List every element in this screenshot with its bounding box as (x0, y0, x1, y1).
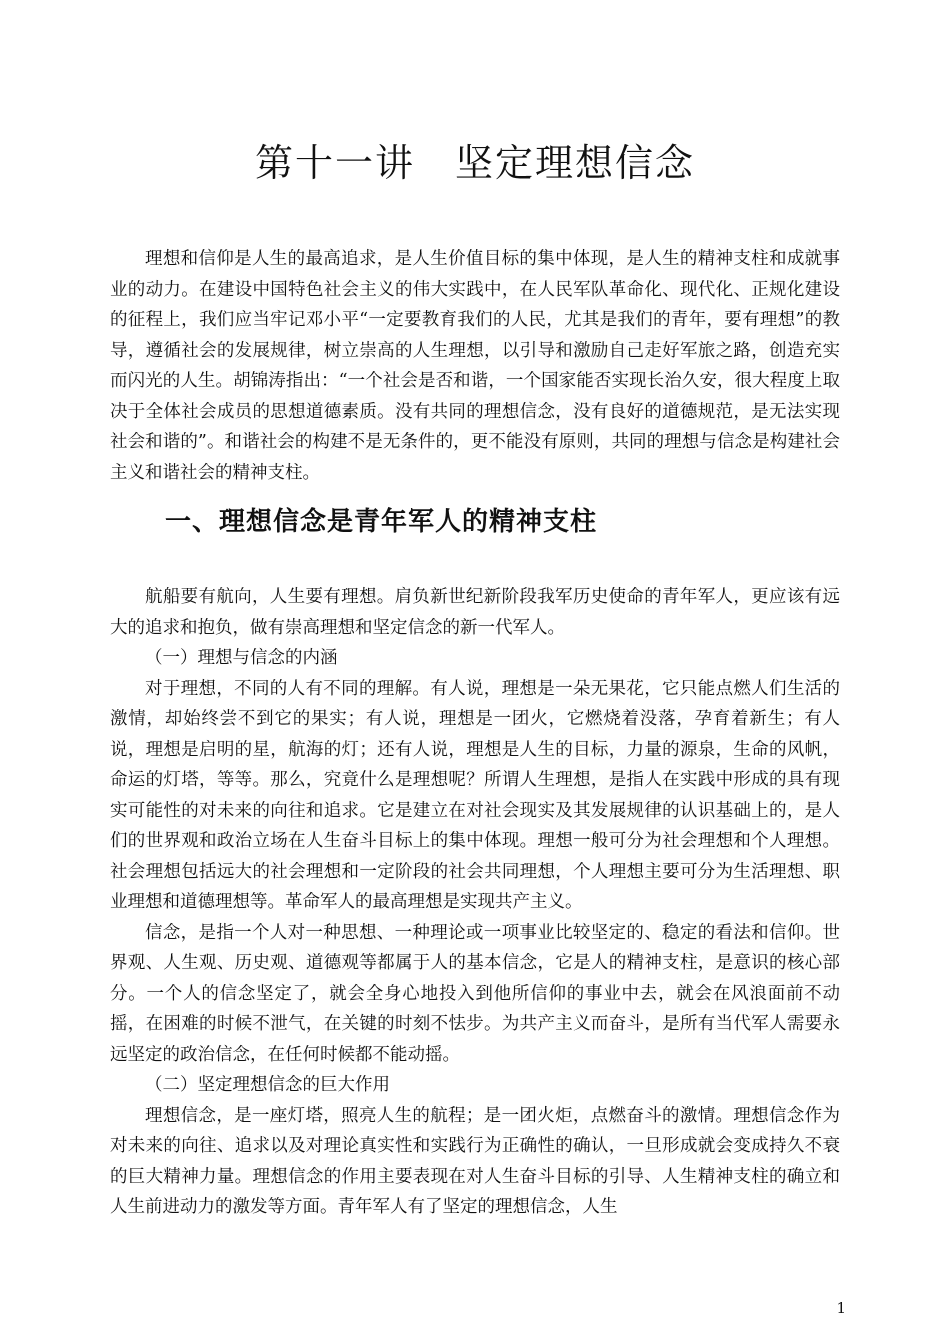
subsection-heading: （一）理想与信念的内涵 (145, 648, 338, 668)
page-number: 1 (836, 1299, 846, 1317)
body-paragraph: 理想信念，是一座灯塔，照亮人生的航程；是一团火炬，点燃奋斗的激情。理想信念作为对未来的向往、追求以及对理论真实性和实践行为正确性的确认，一旦形成就会变成持久不衰的巨大精神力量。理想信念的作用主要表现在对人生奋斗目标的引导、人生精神支柱的确立和人生前进动力的激发等方面。青年军人有了坚定的理想信念，人生 (110, 1105, 840, 1217)
intro-paragraph: 理想和信仰是人生的最高追求，是人生价值目标的集中体现，是人生的精神支柱和成就事业的动力。在建设中国特色社会主义的伟大实践中，在人民军队革命化、现代化、正规化建设的征程上，我们应当牢记邓小平“一定要教育我们的人民，尤其是我们的青年，要有理想”的教导，遵循社会的发展规律，树立崇高的人生理想，以引导和激励自己走好军旅之路，创造充实而闪光的人生。胡锦涛指出：“一个社会是否和谐，一个国家能否实现长治久安，很大程度上取决于全体社会成员的思想道德素质。没有共同的理想信念，没有良好的道德规范，是无法实现社会和谐的”。和谐社会的构建不是无条件的，更不能没有原则，共同的理想与信念是构建社会主义和谐社会的精神支柱。 (110, 249, 840, 483)
body-paragraph: 对于理想，不同的人有不同的理解。有人说，理想是一朵无果花，它只能点燃人们生活的激情，却始终尝不到它的果实；有人说，理想是一团火，它燃烧着没落，孕育着新生；有人说，理想是启明的星，航海的灯；还有人说，理想是人生的目标，力量的源泉，生命的风帆，命运的灯塔，等等。那么，究竟什么是理想呢？所谓人生理想，是指人在实践中形成的具有现实可能性的对未来的向往和追求。它是建立在对社会现实及其发展规律的认识基础上的，是人们的世界观和政治立场在人生奋斗目标上的集中体现。理想一般可分为社会理想和个人理想。社会理想包括远大的社会理想和一定阶段的社会共同理想，个人理想主要可分为生活理想、职业理想和道德理想等。革命军人的最高理想是实现共产主义。 (110, 678, 840, 912)
subsection-heading: （二）坚定理想信念的巨大作用 (145, 1075, 390, 1095)
body-paragraph: 信念，是指一个人对一种思想、一种理论或一项事业比较坚定的、稳定的看法和信仰。世界观、人生观、历史观、道德观等都属于人的基本信念，它是人的精神支柱，是意识的核心部分。一个人的信念坚定了，就会全身心地投入到他所信仰的事业中去，就会在风浪面前不动摇，在困难的时候不泄气，在关键的时刻不怯步。为共产主义而奋斗，是所有当代军人需要永远坚定的政治信念，在任何时候都不能动摇。 (110, 922, 840, 1065)
body-paragraph: 航船要有航向，人生要有理想。肩负新世纪新阶段我军历史使命的青年军人，更应该有远大的追求和抱负，做有崇高理想和坚定信念的新一代军人。 (110, 587, 840, 638)
lecture-title: 第十一讲 坚定理想信念 (254, 141, 695, 185)
section-heading: 一、理想信念是青年军人的精神支柱 (165, 507, 598, 537)
intro-block (110, 244, 840, 488)
section-body (110, 582, 840, 1223)
